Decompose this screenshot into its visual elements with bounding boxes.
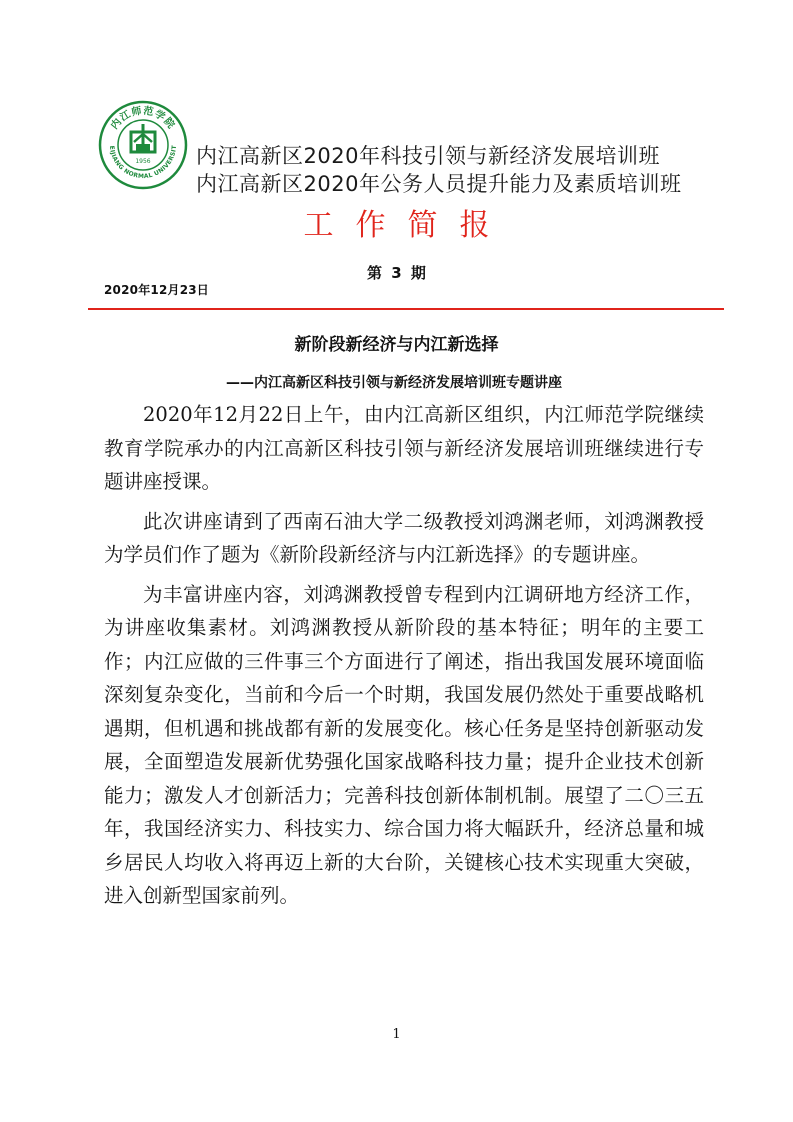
article-subtitle: ——内江高新区科技引领与新经济发展培训班专题讲座: [226, 375, 562, 391]
training-class-line-2: 内江高新区2020年公务人员提升能力及素质培训班: [196, 172, 682, 196]
logo-text-top: 内江师范学院: [109, 105, 177, 132]
article-paragraph: 此次讲座请到了西南石油大学二级教授刘鸿渊老师，刘鸿渊教授为学员们作了题为《新阶段新经济与内江新选择》的专题讲座。: [104, 509, 704, 566]
article-title: 新阶段新经济与内江新选择: [294, 335, 499, 355]
article-paragraph: 2020年12月22日上午，由内江高新区组织，内江师范学院继续教育学院承办的内江高新区科技引领与新经济发展培训班继续进行专题讲座授课。: [104, 403, 704, 493]
article-body: [104, 398, 704, 913]
logo-text-bottom: EIJIANG NORMAL UNIVERSIT: [107, 144, 179, 181]
neijiang-normal-university-seal-icon: [98, 100, 188, 190]
publish-date: 2020年12月23日: [104, 283, 209, 297]
page-number: 1: [392, 1027, 401, 1042]
work-brief-title: 工作简报: [303, 208, 512, 243]
issue-number: 第 3 期: [367, 264, 426, 282]
university-logo: [98, 100, 188, 190]
article-paragraph: 为丰富讲座内容，刘鸿渊教授曾专程到内江调研地方经济工作，为讲座收集素材。刘鸿渊教授从新阶段的基本特征；明年的主要工作；内江应做的三件事三个方面进行了阐述，指出我国发展环境面临深刻复杂变化，当前和今后一个时期，我国发展仍然处于重要战略机遇期，但机遇和挑战都有新的发展变化。核心任务是坚持创新驱动发展，全面塑造发展新优势强化国家战略科技力量；提升企业技术创新能力；激发人才创新活力；完善科技创新体制机制。展望了二〇三五年，我国经济实力、科技实力、综合国力将大幅跃升，经济总量和城乡居民人均收入将再迈上新的大台阶，关键核心技术实现重大突破，进入创新型国家前列。: [104, 582, 704, 907]
red-divider: [88, 308, 724, 310]
logo-emblem: [131, 124, 155, 152]
logo-year: 1956: [135, 158, 151, 165]
training-class-line-1: 内江高新区2020年科技引领与新经济发展培训班: [196, 144, 660, 168]
